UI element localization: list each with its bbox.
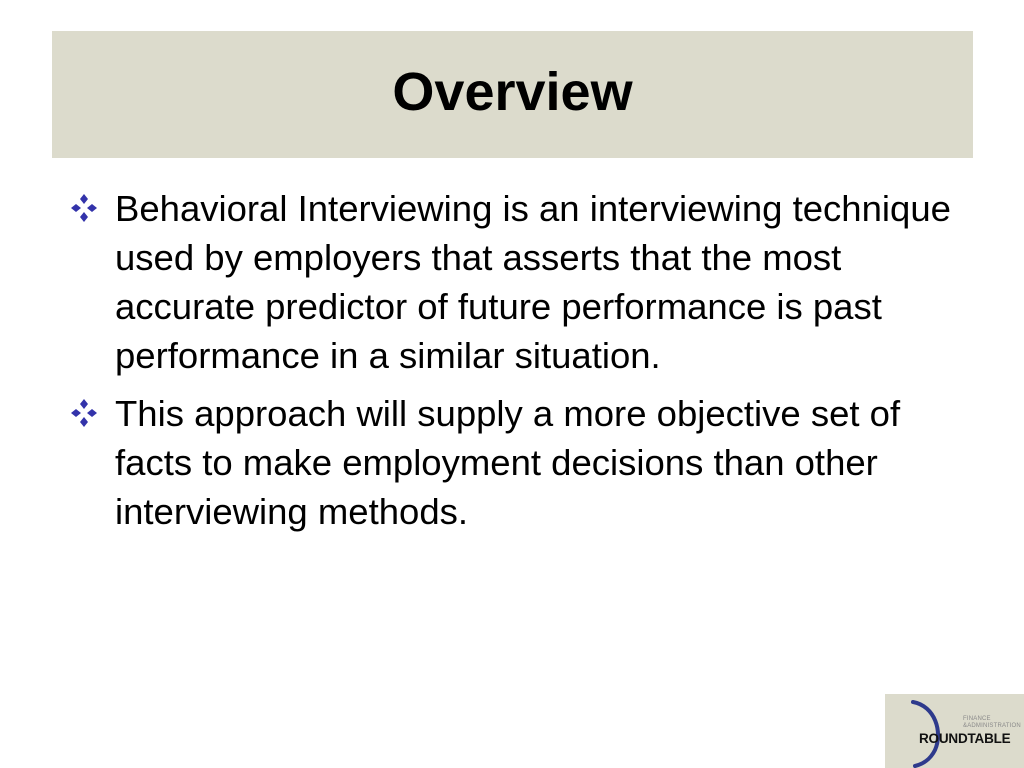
bullet-item [66,389,966,536]
logo-line-administration: &ADMINISTRATION [963,723,1021,729]
bullet-item [66,184,966,380]
bullet-text: Behavioral Interviewing is an interviewing technique used by employers that asserts that the most accurate predictor of future performance is past performance in a similar situation. [115,188,951,376]
bullet-text: This approach will supply a more objective set of facts to make employment decisions than other interviewing methods. [115,393,901,532]
logo-line-finance: FINANCE [963,716,991,722]
four-diamond-bullet-icon [66,190,102,226]
logo-name: ROUNDTABLE [919,731,1011,746]
slide-title: Overview [392,61,633,122]
roundtable-logo [885,694,1024,768]
four-diamond-bullet-icon [66,395,102,431]
title-band [52,31,973,158]
bullet-list [66,184,966,545]
